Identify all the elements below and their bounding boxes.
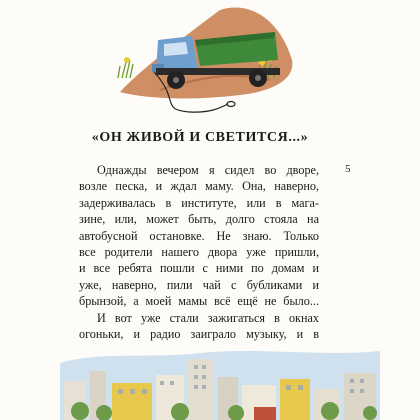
dandelion-left [124, 57, 130, 63]
grass-left [118, 60, 133, 78]
text-line: автобусной остановке. Не знаю. Только [79, 228, 319, 243]
city-skyline-illustration [60, 345, 380, 420]
yellow-building [112, 383, 152, 420]
text-line: возле песка, и ждал маму. Она, наверно, [79, 179, 319, 194]
text-line: задерживалась в институте, или в мага- [79, 195, 319, 210]
body-text [79, 162, 319, 375]
text-line: И вот уже стали зажигаться в окнах [97, 310, 319, 325]
text-line: уже, наверно, пили чай с бубликами и [79, 277, 319, 292]
tall-building [188, 359, 214, 420]
text-line: и все ребята пошли с ними по домам и [79, 261, 319, 276]
text-line: брынзой, а моей мамы всё ещё не было... [79, 294, 319, 309]
red-roof [254, 407, 276, 420]
yellow-building [280, 379, 310, 420]
page-number: 5 [345, 163, 351, 175]
chapter-title: «ОН ЖИВОЙ И СВЕТИТСЯ...» [91, 130, 309, 145]
toy-truck-illustration [100, 0, 300, 122]
text-line: огоньки, и радио заиграло музыку, и в [79, 326, 319, 341]
text-line: зине, или, может быть, долго стояла на [79, 212, 319, 227]
text-line: все родители нашего двора уже пришли, [79, 244, 319, 259]
text-line: Однажды вечером я сидел во дворе, [97, 163, 319, 177]
